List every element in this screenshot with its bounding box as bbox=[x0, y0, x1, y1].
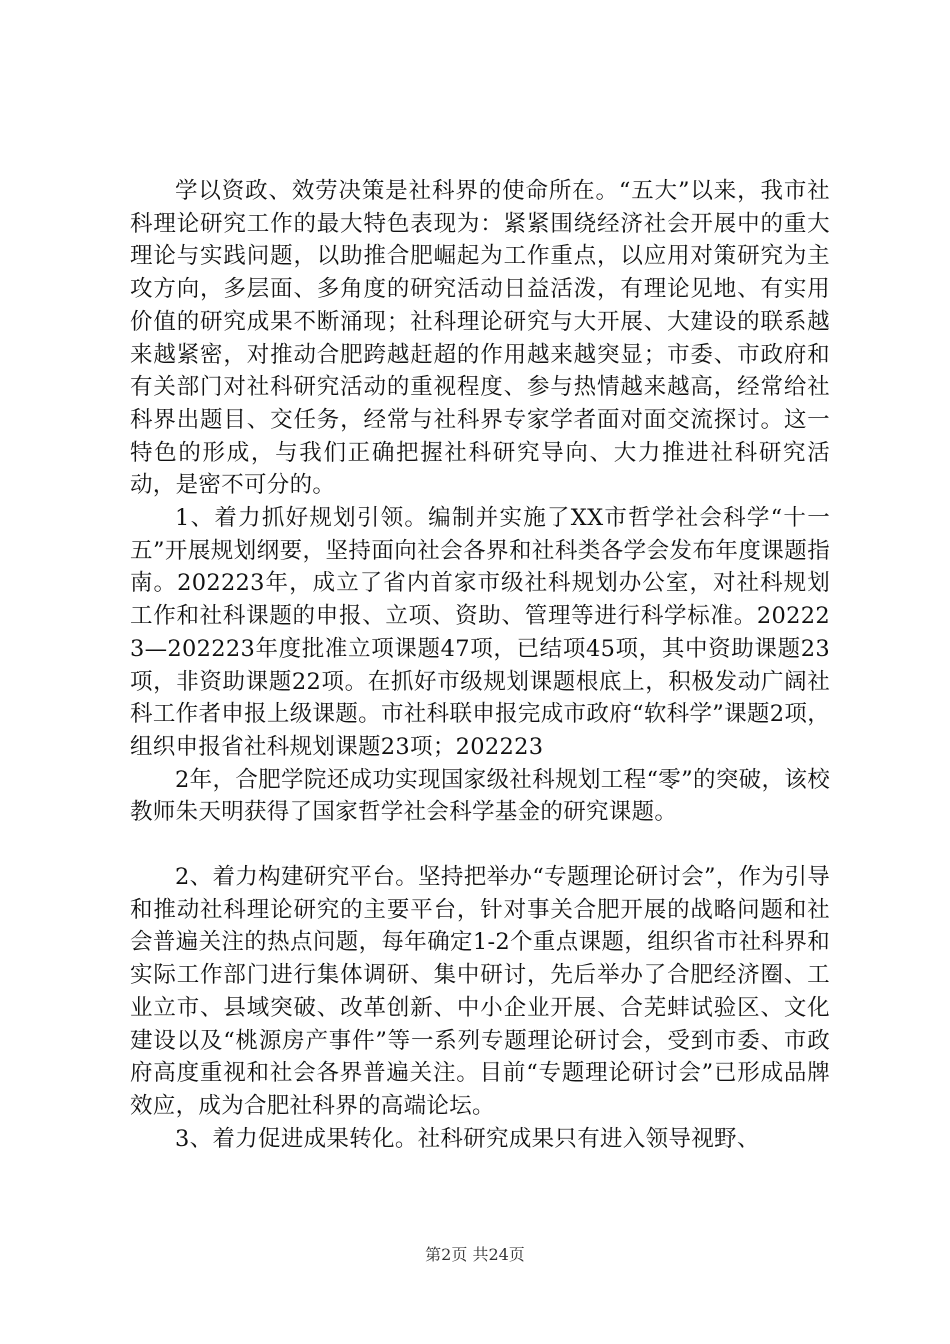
paragraph-planning: 1、着力抓好规划引领。编制并实施了XX市哲学社会科学“十一五”开展规划纲要，坚持面向社会各界和社科类各学会发布年度课题指南。202223年，成立了省内首家市级社科规划办公室，对社科规划工作和社科课题的申报、立项、资助、管理等进行科学标准。202223—202223年度批准立项课题47项，已结项45项，其中资助课题23项，非资助课题22项。在抓好市级规划课题根底上，积极发动广阔社科工作者申报上级课题。市社科联申报完成市政府“软科学”课题2项，组织申报省社科规划课题23项；202223 bbox=[130, 505, 830, 760]
document-body bbox=[130, 175, 830, 1155]
paragraph-hefei-college: 2年，合肥学院还成功实现国家级社科规划工程“零”的突破，该校教师朱天明获得了国家哲学社会科学基金的研究课题。 bbox=[130, 766, 830, 826]
paragraph-research-platform: 2、着力构建研究平台。坚持把举办“专题理论研讨会”，作为引导和推动社科理论研究的主要平台，针对事关合肥开展的战略问题和社会普遍关注的热点问题，每年确定1-2个重点课题，组织省市社科界和实际工作部门进行集体调研、集中研讨，先后举办了合肥经济圈、工业立市、县域突破、改革创新、中小企业开展、合芜蚌试验区、文化建设以及“桃源房产事件”等一系列专题理论研讨会，受到市委、市政府高度重视和社会各界普遍关注。目前“专题理论研讨会”已形成品牌效应，成为合肥社科界的高端论坛。 bbox=[130, 864, 830, 1119]
paragraph-intro: 学以资政、效劳决策是社科界的使命所在。“五大”以来，我市社科理论研究工作的最大特色表现为：紧紧围绕经济社会开展中的重大理论与实践问题，以助推合肥崛起为工作重点，以应用对策研究为主攻方向，多层面、多角度的研究活动日益活泼，有理论见地、有实用价值的研究成果不断涌现；社科理论研究与大开展、大建设的联系越来越紧密，对推动合肥跨越赶超的作用越来越突显；市委、市政府和有关部门对社科研究活动的重视程度、参与热情越来越高，经常给社科界出题目、交任务，经常与社科界专家学者面对面交流探讨。这一特色的形成，与我们正确把握社科研究导向、大力推进社科研究活动，是密不可分的。 bbox=[130, 178, 830, 499]
page-footer: 第2页 共24页 bbox=[425, 1245, 525, 1264]
paragraph-results-conversion: 3、着力促进成果转化。社科研究成果只有进入领导视野、 bbox=[175, 1125, 760, 1152]
paragraph-spacer bbox=[130, 829, 830, 861]
